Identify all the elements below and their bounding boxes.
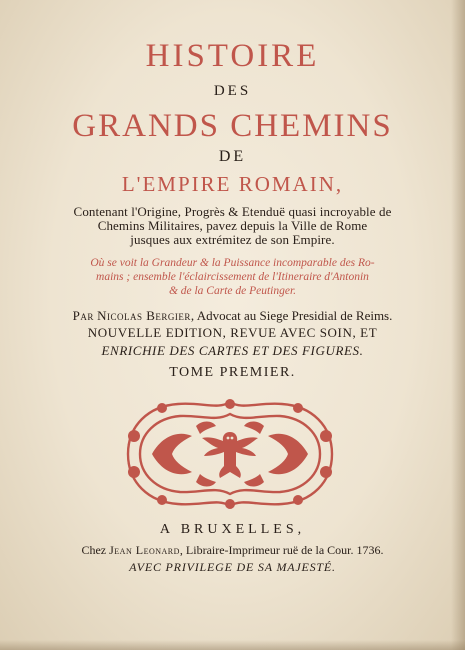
red-description-line-3: & de la Carte de Peutinger.	[168, 285, 297, 297]
title-de: DE	[218, 148, 247, 165]
imprint-printer-name: Jean Leonard	[109, 543, 180, 557]
author-line	[0, 308, 465, 324]
imprint-privilege: AVEC PRIVILEGE DE SA MAJESTÉ.	[129, 560, 336, 574]
imprint-chez: Chez	[81, 543, 107, 557]
author-name: Nicolas Bergier	[97, 308, 191, 323]
red-description-line-1: Où se voit la Grandeur & la Puissance incomparable des Ro-	[90, 257, 375, 269]
contents-line-1: Contenant l'Origine, Progrès & Etenduë quasi incroyable de	[73, 204, 392, 219]
imprint-city: A BRUXELLES,	[159, 522, 306, 537]
title-grands-chemins: GRANDS CHEMINS	[72, 108, 393, 144]
author-title: , Advocat au Siege Presidial de Reims.	[190, 308, 393, 323]
page-bottom-shadow	[0, 640, 465, 650]
contents-line-3: jusques aux extrémitez de son Empire.	[130, 232, 335, 247]
imprint-printer-line	[0, 543, 465, 558]
volume-label: TOME PREMIER.	[169, 365, 296, 380]
floral-eagle-vignette-icon	[122, 396, 338, 512]
title-histoire: HISTOIRE	[145, 38, 320, 74]
red-description-line-2: mains ; ensemble l'éclaircissement de l'Itineraire d'Antonin	[96, 271, 369, 283]
imprint-printer-address: , Libraire-Imprimeur ruë de la Cour. 1736.	[179, 543, 384, 557]
contents-line-2: Chemins Militaires, pavez depuis la Ville de Rome	[97, 218, 368, 233]
title-empire-romain: L'EMPIRE ROMAIN,	[121, 172, 344, 196]
edition-line-1: NOUVELLE EDITION, REVUE AVEC SOIN, ET	[87, 325, 378, 340]
author-prefix: Par	[72, 308, 94, 323]
title-des: DES	[213, 83, 252, 99]
edition-line-2: ENRICHIE DES CARTES ET DES FIGURES.	[101, 343, 364, 358]
